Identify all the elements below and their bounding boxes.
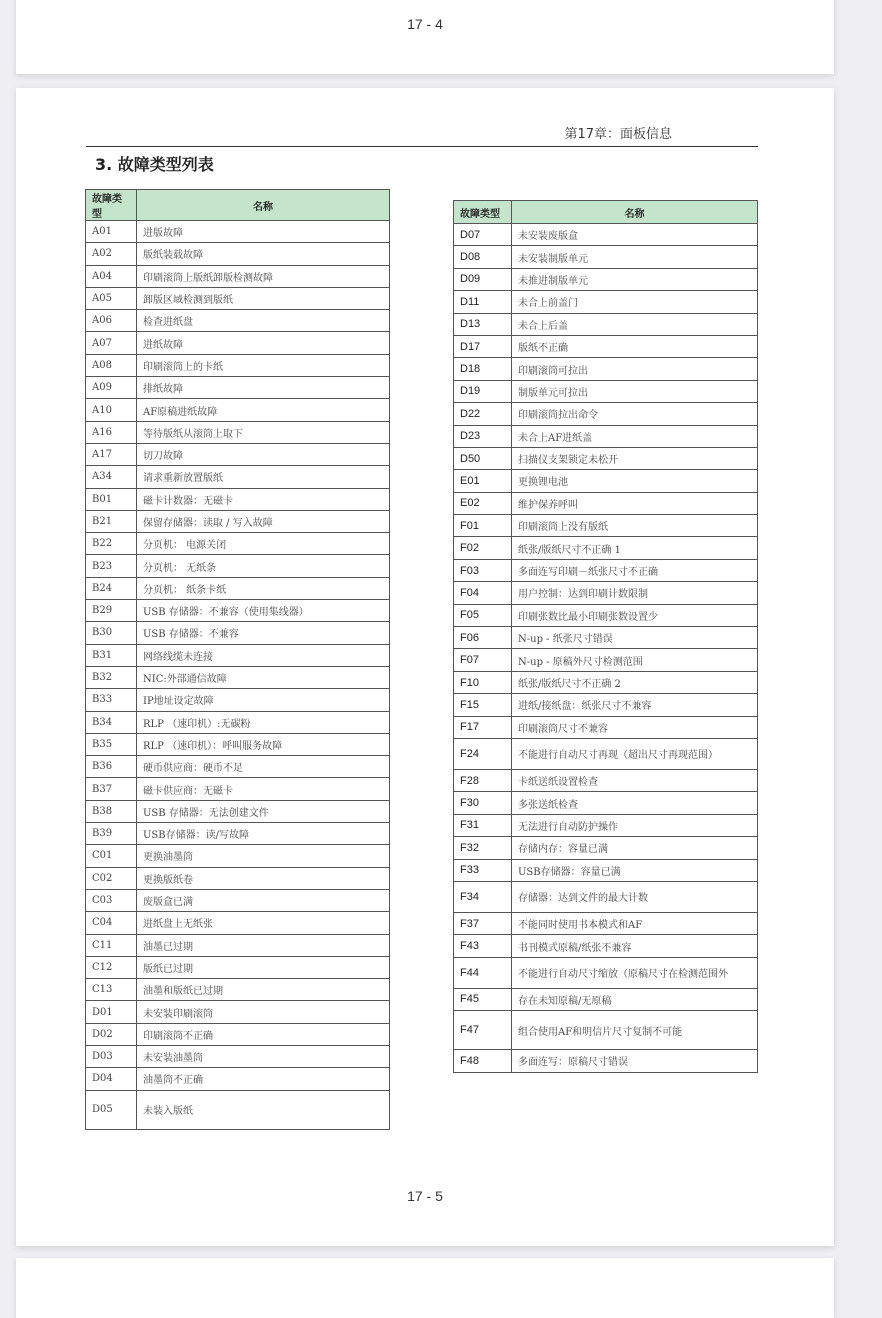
fault-name: 多张送纸检查 bbox=[512, 792, 758, 814]
fault-code: D11 bbox=[454, 291, 512, 313]
fault-name: 磁卡供应商：无磁卡 bbox=[137, 778, 390, 800]
fault-code: A04 bbox=[86, 265, 137, 287]
fault-code: C12 bbox=[86, 956, 137, 978]
fault-name: 进纸故障 bbox=[137, 332, 390, 354]
fault-name: 不能同时使用书本模式和AF bbox=[512, 912, 758, 934]
fault-code: C13 bbox=[86, 979, 137, 1001]
table-row bbox=[86, 243, 390, 265]
fault-name: 保留存储器：读取 / 写入故障 bbox=[137, 510, 390, 532]
fault-code: F47 bbox=[454, 1011, 512, 1050]
table-row bbox=[454, 335, 758, 357]
fault-name: 未安装印刷滚筒 bbox=[137, 1001, 390, 1023]
fault-code: D08 bbox=[454, 246, 512, 268]
fault-code: D18 bbox=[454, 358, 512, 380]
fault-name: 印刷滚筒可拉出 bbox=[512, 358, 758, 380]
table-row bbox=[454, 291, 758, 313]
fault-code: D07 bbox=[454, 224, 512, 246]
table-row bbox=[454, 859, 758, 881]
fault-code: F33 bbox=[454, 859, 512, 881]
fault-code: B38 bbox=[86, 800, 137, 822]
table-row bbox=[454, 1050, 758, 1072]
fault-code: F43 bbox=[454, 935, 512, 957]
fault-name: NIC:外部通信故障 bbox=[137, 666, 390, 688]
fault-name: 未安装制版单元 bbox=[512, 246, 758, 268]
fault-name: 用户控制：达到印刷计数限制 bbox=[512, 582, 758, 604]
table-row bbox=[454, 769, 758, 791]
fault-name: 进版故障 bbox=[137, 221, 390, 243]
fault-code: B37 bbox=[86, 778, 137, 800]
fault-name: RLP （速印机）:无碳粉 bbox=[137, 711, 390, 733]
table-row bbox=[454, 627, 758, 649]
fault-name: 硬币供应商：硬币不足 bbox=[137, 756, 390, 778]
table-row bbox=[454, 268, 758, 290]
fault-code: B22 bbox=[86, 533, 137, 555]
table-row bbox=[454, 716, 758, 738]
table-row bbox=[86, 889, 390, 911]
fault-code: A07 bbox=[86, 332, 137, 354]
fault-code: F03 bbox=[454, 559, 512, 581]
fault-name: 印刷滚筒上的卡纸 bbox=[137, 354, 390, 376]
fault-name: AF原稿进纸故障 bbox=[137, 399, 390, 421]
fault-name: 废版盒已满 bbox=[137, 889, 390, 911]
table-row bbox=[454, 447, 758, 469]
page-number: 17 - 5 bbox=[407, 1188, 443, 1204]
fault-name: 未推进制版单元 bbox=[512, 268, 758, 290]
fault-code: D22 bbox=[454, 403, 512, 425]
table-row bbox=[86, 934, 390, 956]
table-row bbox=[454, 313, 758, 335]
table-row bbox=[454, 492, 758, 514]
fault-name: IP地址设定故障 bbox=[137, 689, 390, 711]
fault-code: B21 bbox=[86, 510, 137, 532]
fault-name: 请求重新放置版纸 bbox=[137, 466, 390, 488]
fault-name: 等待版纸从滚筒上取下 bbox=[137, 421, 390, 443]
fault-code: D23 bbox=[454, 425, 512, 447]
fault-code: D01 bbox=[86, 1001, 137, 1023]
header-rule bbox=[86, 146, 758, 147]
fault-name: 版纸已过期 bbox=[137, 956, 390, 978]
table-row bbox=[86, 733, 390, 755]
fault-code: A34 bbox=[86, 466, 137, 488]
fault-name: N-up - 纸张尺寸错误 bbox=[512, 627, 758, 649]
fault-name: 印刷滚筒上没有版纸 bbox=[512, 515, 758, 537]
fault-name: 分页机： 电源关闭 bbox=[137, 533, 390, 555]
table-row bbox=[86, 1090, 390, 1129]
table-row bbox=[454, 671, 758, 693]
fault-name: USB存储器：容量已满 bbox=[512, 859, 758, 881]
fault-name: 印刷滚筒上版纸卸版检测故障 bbox=[137, 265, 390, 287]
table-row bbox=[86, 1001, 390, 1023]
fault-table-left bbox=[85, 189, 390, 1130]
table-row bbox=[454, 403, 758, 425]
fault-code: C01 bbox=[86, 845, 137, 867]
table-row bbox=[86, 956, 390, 978]
table-row bbox=[454, 957, 758, 988]
table-row bbox=[86, 666, 390, 688]
table-row bbox=[86, 466, 390, 488]
fault-code: F04 bbox=[454, 582, 512, 604]
table-row bbox=[454, 837, 758, 859]
table-row bbox=[454, 912, 758, 934]
fault-code: B34 bbox=[86, 711, 137, 733]
fault-code: B24 bbox=[86, 577, 137, 599]
fault-code: D50 bbox=[454, 447, 512, 469]
fault-code: F07 bbox=[454, 649, 512, 671]
table-row bbox=[86, 1045, 390, 1067]
table-row bbox=[86, 800, 390, 822]
fault-code: F31 bbox=[454, 814, 512, 836]
table-row bbox=[86, 778, 390, 800]
fault-code: F06 bbox=[454, 627, 512, 649]
table-row bbox=[86, 867, 390, 889]
fault-code: D17 bbox=[454, 335, 512, 357]
fault-name: 分页机： 纸条卡纸 bbox=[137, 577, 390, 599]
table-row bbox=[454, 814, 758, 836]
fault-code: C02 bbox=[86, 867, 137, 889]
current-page bbox=[16, 88, 834, 1246]
table-row bbox=[86, 555, 390, 577]
table-row bbox=[86, 711, 390, 733]
table-row bbox=[454, 515, 758, 537]
fault-name: 未合上后盖 bbox=[512, 313, 758, 335]
table-row bbox=[454, 425, 758, 447]
fault-name: 维护保养呼叫 bbox=[512, 492, 758, 514]
table-row bbox=[86, 443, 390, 465]
fault-name: 多面连写印刷－纸张尺寸不正确 bbox=[512, 559, 758, 581]
fault-name: 更换锂电池 bbox=[512, 470, 758, 492]
table-row bbox=[454, 881, 758, 912]
fault-name: 分页机： 无纸条 bbox=[137, 555, 390, 577]
fault-code: C03 bbox=[86, 889, 137, 911]
fault-name: 印刷滚筒尺寸不兼容 bbox=[512, 716, 758, 738]
fault-name: 不能进行自动尺寸再现（超出尺寸再现范围） bbox=[512, 738, 758, 769]
fault-code: B32 bbox=[86, 666, 137, 688]
fault-code: C11 bbox=[86, 934, 137, 956]
table-row bbox=[86, 1023, 390, 1045]
fault-name: 存在未知原稿/无原稿 bbox=[512, 988, 758, 1010]
table-row bbox=[454, 935, 758, 957]
fault-name: 进纸/接纸盘：纸张尺寸不兼容 bbox=[512, 694, 758, 716]
fault-code: F10 bbox=[454, 671, 512, 693]
fault-code: A17 bbox=[86, 443, 137, 465]
fault-code: A16 bbox=[86, 421, 137, 443]
fault-code: B35 bbox=[86, 733, 137, 755]
fault-code: F37 bbox=[454, 912, 512, 934]
table-row bbox=[86, 756, 390, 778]
fault-name: 版纸不正确 bbox=[512, 335, 758, 357]
fault-name: 更换油墨筒 bbox=[137, 845, 390, 867]
table-row bbox=[86, 533, 390, 555]
fault-name: 存储内存：容量已满 bbox=[512, 837, 758, 859]
fault-name: 书刊模式原稿/纸张不兼容 bbox=[512, 935, 758, 957]
fault-code: A06 bbox=[86, 310, 137, 332]
fault-name: 未安装油墨筒 bbox=[137, 1045, 390, 1067]
table-row bbox=[86, 332, 390, 354]
table-row bbox=[454, 988, 758, 1010]
fault-code: D19 bbox=[454, 380, 512, 402]
fault-name: 多面连写：原稿尺寸错误 bbox=[512, 1050, 758, 1072]
fault-code: A01 bbox=[86, 221, 137, 243]
table-row bbox=[86, 354, 390, 376]
fault-name: USB 存储器：不兼容（使用集线器） bbox=[137, 600, 390, 622]
fault-code: F02 bbox=[454, 537, 512, 559]
table-row bbox=[86, 823, 390, 845]
fault-code: A10 bbox=[86, 399, 137, 421]
table-row bbox=[454, 604, 758, 626]
fault-name: 印刷滚筒不正确 bbox=[137, 1023, 390, 1045]
fault-code: F44 bbox=[454, 957, 512, 988]
fault-name: 不能进行自动尺寸缩放（原稿尺寸在检测范围外 bbox=[512, 957, 758, 988]
fault-name: 未装入版纸 bbox=[137, 1090, 390, 1129]
table-row bbox=[86, 310, 390, 332]
table-row bbox=[86, 845, 390, 867]
fault-name: 切刀故障 bbox=[137, 443, 390, 465]
fault-code: A08 bbox=[86, 354, 137, 376]
fault-name: 油墨已过期 bbox=[137, 934, 390, 956]
previous-page bbox=[16, 0, 834, 74]
table-row bbox=[86, 644, 390, 666]
table-row bbox=[86, 979, 390, 1001]
fault-code: D04 bbox=[86, 1068, 137, 1090]
table-row bbox=[454, 246, 758, 268]
fault-code: E01 bbox=[454, 470, 512, 492]
table-row bbox=[86, 912, 390, 934]
fault-name: 网络线缆未连接 bbox=[137, 644, 390, 666]
section-title: 3. 故障类型列表 bbox=[95, 155, 214, 174]
fault-name: 版纸装载故障 bbox=[137, 243, 390, 265]
table-row bbox=[86, 510, 390, 532]
table-row bbox=[86, 287, 390, 309]
table-row bbox=[86, 1068, 390, 1090]
table-row bbox=[454, 792, 758, 814]
fault-code: E02 bbox=[454, 492, 512, 514]
chapter-header: 第17章：面板信息 bbox=[564, 127, 672, 142]
fault-name: 进纸盘上无纸张 bbox=[137, 912, 390, 934]
fault-name: 扫描仪支架锁定未松开 bbox=[512, 447, 758, 469]
fault-code: B39 bbox=[86, 823, 137, 845]
table-row bbox=[86, 421, 390, 443]
fault-name: 印刷滚筒拉出命令 bbox=[512, 403, 758, 425]
fault-name: 未安装废版盒 bbox=[512, 224, 758, 246]
table-row bbox=[454, 582, 758, 604]
fault-name: USB 存储器：无法创建文件 bbox=[137, 800, 390, 822]
table-row bbox=[454, 224, 758, 246]
next-page bbox=[16, 1258, 834, 1318]
table-row bbox=[454, 380, 758, 402]
fault-code: F01 bbox=[454, 515, 512, 537]
table-row bbox=[86, 577, 390, 599]
header-code: 故障类型 bbox=[86, 190, 137, 221]
fault-name: 检查进纸盘 bbox=[137, 310, 390, 332]
fault-code: F05 bbox=[454, 604, 512, 626]
fault-code: F48 bbox=[454, 1050, 512, 1072]
fault-code: B23 bbox=[86, 555, 137, 577]
fault-name: RLP （速印机）：呼叫服务故障 bbox=[137, 733, 390, 755]
table-row bbox=[454, 470, 758, 492]
fault-code: B31 bbox=[86, 644, 137, 666]
fault-name: N-up - 原稿外尺寸检测范围 bbox=[512, 649, 758, 671]
table-row bbox=[86, 377, 390, 399]
table-row bbox=[454, 1011, 758, 1050]
fault-name: USB存储器：读/写故障 bbox=[137, 823, 390, 845]
fault-name: 纸张/版纸尺寸不正确 2 bbox=[512, 671, 758, 693]
fault-name: 存储器：达到文件的最大计数 bbox=[512, 881, 758, 912]
fault-code: D03 bbox=[86, 1045, 137, 1067]
fault-name: 更换版纸卷 bbox=[137, 867, 390, 889]
fault-name: 纸张/版纸尺寸不正确 1 bbox=[512, 537, 758, 559]
table-header-row bbox=[454, 201, 758, 224]
fault-code: D09 bbox=[454, 268, 512, 290]
table-row bbox=[454, 694, 758, 716]
fault-name: USB 存储器：不兼容 bbox=[137, 622, 390, 644]
fault-code: A05 bbox=[86, 287, 137, 309]
fault-code: F30 bbox=[454, 792, 512, 814]
table-header-row bbox=[86, 190, 390, 221]
table-row bbox=[86, 689, 390, 711]
table-row bbox=[454, 738, 758, 769]
fault-name: 排纸故障 bbox=[137, 377, 390, 399]
fault-code: F15 bbox=[454, 694, 512, 716]
table-row bbox=[86, 399, 390, 421]
fault-table-right bbox=[453, 200, 758, 1073]
fault-name: 油墨和版纸已过期 bbox=[137, 979, 390, 1001]
table-row bbox=[454, 649, 758, 671]
table-row bbox=[86, 265, 390, 287]
fault-name: 印刷张数比最小印刷张数设置少 bbox=[512, 604, 758, 626]
table-row bbox=[454, 358, 758, 380]
fault-code: D02 bbox=[86, 1023, 137, 1045]
fault-code: B30 bbox=[86, 622, 137, 644]
fault-name: 卡纸送纸设置检查 bbox=[512, 769, 758, 791]
fault-name: 油墨筒不正确 bbox=[137, 1068, 390, 1090]
fault-name: 制版单元可拉出 bbox=[512, 380, 758, 402]
fault-name: 卸版区域检测到版纸 bbox=[137, 287, 390, 309]
fault-code: D05 bbox=[86, 1090, 137, 1129]
fault-code: B36 bbox=[86, 756, 137, 778]
fault-code: F24 bbox=[454, 738, 512, 769]
fault-code: B01 bbox=[86, 488, 137, 510]
fault-name: 磁卡计数器：无磁卡 bbox=[137, 488, 390, 510]
page-number: 17 - 4 bbox=[407, 16, 443, 32]
fault-code: F17 bbox=[454, 716, 512, 738]
table-row bbox=[454, 559, 758, 581]
table-row bbox=[86, 221, 390, 243]
header-code: 故障类型 bbox=[454, 201, 512, 224]
fault-code: A09 bbox=[86, 377, 137, 399]
table-row bbox=[454, 537, 758, 559]
fault-code: C04 bbox=[86, 912, 137, 934]
fault-code: F28 bbox=[454, 769, 512, 791]
fault-name: 组合使用AF和明信片尺寸复制不可能 bbox=[512, 1011, 758, 1050]
fault-code: B29 bbox=[86, 600, 137, 622]
fault-code: B33 bbox=[86, 689, 137, 711]
table-row bbox=[86, 488, 390, 510]
header-name: 名称 bbox=[137, 190, 390, 221]
fault-code: F34 bbox=[454, 881, 512, 912]
fault-code: F32 bbox=[454, 837, 512, 859]
fault-code: A02 bbox=[86, 243, 137, 265]
fault-name: 未合上前盖门 bbox=[512, 291, 758, 313]
fault-name: 无法进行自动防护操作 bbox=[512, 814, 758, 836]
table-row bbox=[86, 622, 390, 644]
header-name: 名称 bbox=[512, 201, 758, 224]
fault-code: D13 bbox=[454, 313, 512, 335]
fault-name: 未合上AF进纸盖 bbox=[512, 425, 758, 447]
fault-code: F45 bbox=[454, 988, 512, 1010]
table-row bbox=[86, 600, 390, 622]
